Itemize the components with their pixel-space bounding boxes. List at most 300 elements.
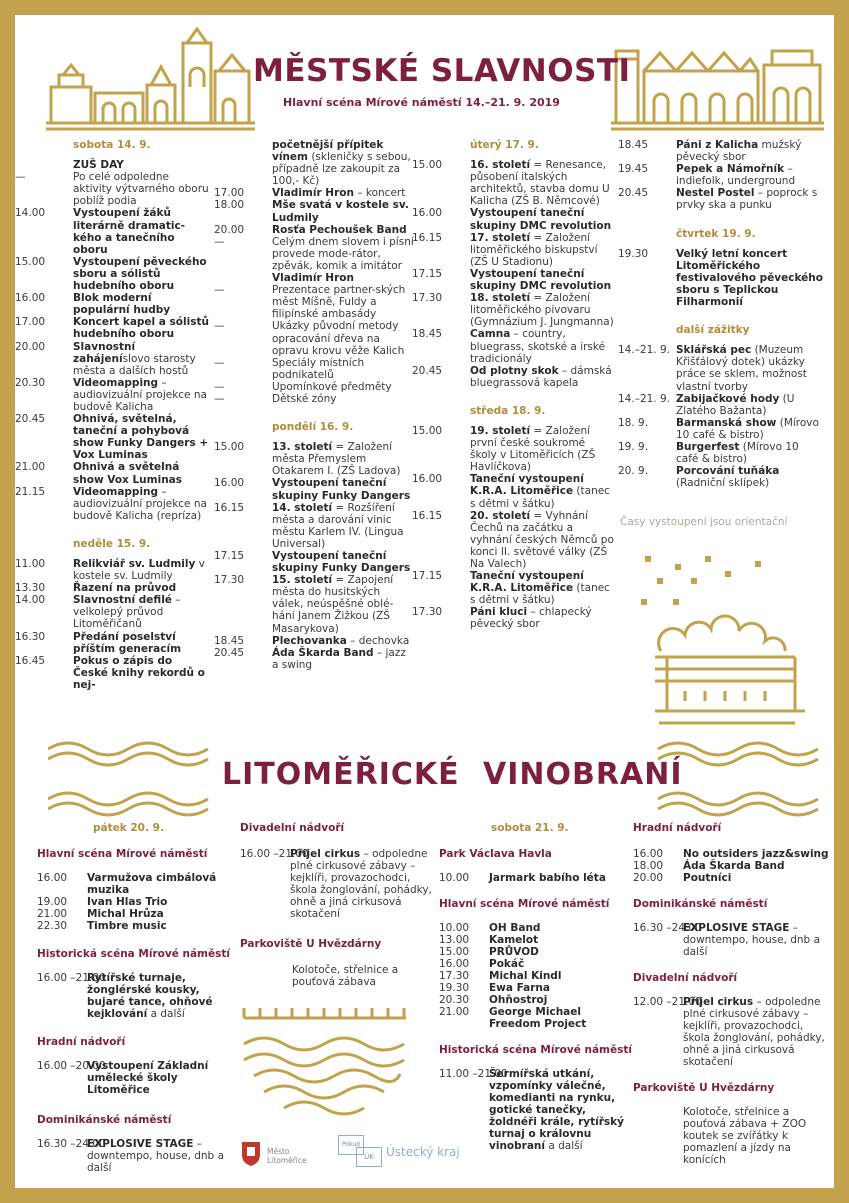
event-description xyxy=(676,393,824,417)
event-name: Vystoupení pěveckého sboru a sólistů hudebního oboru xyxy=(73,255,207,293)
page-title: MĚSTSKÉ SLAVNOSTI xyxy=(253,53,631,89)
event-name: Poutníci xyxy=(683,872,732,884)
time: 16.00 xyxy=(633,848,664,860)
mesto-logo: Město Litoměřice xyxy=(241,1141,341,1171)
event-name: ZUŠ DAY xyxy=(73,159,124,172)
schedule-row xyxy=(15,631,209,655)
time: 17.15 xyxy=(412,267,443,280)
schedule-row xyxy=(214,550,414,574)
schedule-row xyxy=(37,872,235,896)
time: 14.00 xyxy=(15,207,46,220)
schedule-row xyxy=(618,163,824,187)
event-description xyxy=(73,292,209,316)
time: — xyxy=(214,392,225,405)
event-name: 14. století xyxy=(272,501,333,514)
schedule-column-2 xyxy=(214,139,414,671)
event-description xyxy=(470,268,615,292)
event-detail: Celým dnem slovem i písní provede mode-rátor, zpěvák, komik a imitátor xyxy=(272,235,414,272)
time: 20.00 xyxy=(15,340,46,353)
time: 16.15 xyxy=(412,509,443,522)
time: 20.30 xyxy=(439,994,470,1006)
event-name: 13. století xyxy=(272,441,333,454)
time: 16.00 xyxy=(214,477,245,490)
castle-right-illustration xyxy=(608,31,828,135)
event-description xyxy=(683,996,829,1068)
event-description xyxy=(489,970,635,982)
time: 14.–21. 9. xyxy=(618,392,671,405)
event-description xyxy=(73,171,209,207)
schedule-row xyxy=(240,848,440,920)
event-detail: slovo starosty města a dalších hostů xyxy=(73,352,196,377)
event-detail: Dětské zóny xyxy=(272,392,337,405)
time: 15.00 xyxy=(214,441,245,454)
time xyxy=(214,139,272,187)
time: 20.30 xyxy=(15,376,46,389)
event-name: Áda Škarda Band xyxy=(683,860,785,872)
schedule-row xyxy=(618,465,824,489)
event-name: Velký letní koncert Litoměřického festivalového pěveckého sboru s Teplickou Filharmonií xyxy=(676,247,823,309)
timing-note: Časy vystoupení jsou orientační xyxy=(620,516,788,528)
time: 19. 9. xyxy=(618,440,649,453)
time: — xyxy=(214,380,225,393)
event-name: Vystoupení Základní umělecké školy Litoměřice xyxy=(87,1060,209,1096)
event-description xyxy=(470,328,615,364)
time: 21.15 xyxy=(15,485,46,498)
spacer xyxy=(15,522,209,538)
time: 16.00 –21.00 xyxy=(37,972,106,984)
event-description xyxy=(272,381,414,393)
schedule-row xyxy=(15,655,209,691)
event-name: Pepek a Námořník xyxy=(676,163,785,176)
time: 17.30 xyxy=(214,574,245,587)
event-name: Ohňostroj xyxy=(489,994,548,1006)
section-heading: Divadelní nádvoří xyxy=(240,822,345,834)
schedule-row xyxy=(439,1068,635,1152)
event-description xyxy=(470,232,615,268)
time: 18.00 xyxy=(633,860,664,872)
event-detail: (tanec s dětmi v šátku) xyxy=(470,582,610,607)
event-detail: mužský pěvecký sbor xyxy=(676,139,802,164)
time: 15.00 xyxy=(412,159,443,172)
schedule-row xyxy=(412,232,615,268)
day-heading: neděle 15. 9. xyxy=(73,537,151,550)
event-name: OH Band xyxy=(489,922,541,934)
event-description xyxy=(272,357,414,381)
event-description xyxy=(73,582,209,594)
event-name: 18. století xyxy=(470,292,531,305)
event-detail: – koncert xyxy=(353,187,406,200)
event-description xyxy=(272,477,414,501)
time: 20.45 xyxy=(618,187,649,200)
event-description xyxy=(470,510,615,570)
event-name: EXPLOSIVE STAGE xyxy=(683,922,790,934)
event-name: Kamelot xyxy=(489,934,539,946)
event-name: Timbre music xyxy=(87,920,167,932)
schedule-row xyxy=(15,582,209,594)
time xyxy=(214,272,272,284)
schedule-row xyxy=(412,268,615,292)
time: 16.45 xyxy=(15,654,46,667)
schedule-row xyxy=(214,224,414,236)
event-description xyxy=(73,413,209,461)
event-description xyxy=(73,341,209,377)
park-text: Kolotoče, střelnice a pouťová zábava + ZOO koutek se zvířátky k pomazlení a jízdy na konících xyxy=(683,1106,807,1166)
event-name: Mše svatá v kostele sv. Ludmily xyxy=(272,199,409,224)
event-name: Camna xyxy=(470,328,511,341)
vinobrani-column-4 xyxy=(633,822,829,1166)
schedule-row xyxy=(214,272,414,284)
event-detail: v kostele sv. Ludmily xyxy=(73,558,205,583)
event-description xyxy=(470,365,615,389)
event-description xyxy=(272,236,414,272)
event-description xyxy=(272,635,414,647)
time: 15.00 xyxy=(15,255,46,268)
time: 17.15 xyxy=(412,570,443,583)
event-detail: – indiefolk, underground xyxy=(676,163,796,188)
event-name: Porcování tuňáka xyxy=(676,465,780,478)
event-name: George Michael Freedom Project xyxy=(489,1006,587,1030)
schedule-column-1 xyxy=(15,139,209,691)
event-name: 16. století xyxy=(470,159,531,172)
event-description xyxy=(272,441,414,477)
event-detail: (Mírovo 10 café & bistro) xyxy=(676,416,819,441)
event-name: Michal Kindl xyxy=(489,970,562,982)
event-description xyxy=(87,1060,235,1096)
schedule-row xyxy=(37,972,235,1020)
time: 16.00 –21.00 xyxy=(240,848,309,860)
event-name: Páni z Kalicha xyxy=(676,139,759,151)
schedule-row xyxy=(15,341,209,377)
schedule-row xyxy=(618,441,824,465)
event-name: Blok moderní populární hudby xyxy=(73,292,171,317)
schedule-row xyxy=(412,473,615,509)
event-name: Videomapping xyxy=(73,485,159,498)
event-name: 20. století xyxy=(470,509,531,522)
event-name: Přijel cirkus xyxy=(290,848,361,860)
schedule-row xyxy=(412,606,615,630)
schedule-row xyxy=(618,139,824,163)
schedule-row xyxy=(439,922,635,934)
schedule-row xyxy=(618,187,824,211)
event-description xyxy=(676,248,824,308)
event-name: Rytířské turnaje, žonglérské kousky, bujaré tance, ohňové kejklování xyxy=(87,972,213,1020)
schedule-row xyxy=(214,199,414,223)
event-description xyxy=(676,139,824,163)
event-name: 15. století xyxy=(272,574,333,587)
schedule-row xyxy=(15,159,209,171)
schedule-row xyxy=(633,996,829,1068)
time: 19.00 xyxy=(37,896,68,908)
schedule-row xyxy=(214,441,414,477)
schedule-row xyxy=(439,934,635,946)
section-heading: Divadelní nádvoří xyxy=(633,972,738,984)
schedule-row xyxy=(214,320,414,356)
event-description xyxy=(676,465,824,489)
day-heading: pátek 20. 9. xyxy=(93,822,164,834)
event-detail: – audiovizuální projekce na budově Kalicha (repríza) xyxy=(73,485,207,522)
event-description xyxy=(73,486,209,522)
schedule-column-3 xyxy=(412,139,615,631)
spacer xyxy=(618,212,824,228)
schedule-row xyxy=(37,1138,235,1174)
event-name: Ewa Farna xyxy=(489,982,550,994)
section-heading: Hlavní scéna Mírové náměstí xyxy=(439,898,610,910)
event-description xyxy=(73,316,209,340)
event-name: Od plotny skok xyxy=(470,364,559,377)
time: — xyxy=(15,171,26,184)
schedule-row xyxy=(439,970,635,982)
event-description xyxy=(489,982,635,994)
event-description xyxy=(272,272,414,284)
event-name: Páni kluci xyxy=(470,606,528,619)
event-description xyxy=(683,872,829,884)
event-detail: – poprock s prvky ska a punku xyxy=(676,187,818,212)
schedule-row xyxy=(618,248,824,308)
time: 16.30 –24.00 xyxy=(37,1138,106,1150)
time: 18.45 xyxy=(618,139,649,151)
schedule-row xyxy=(15,377,209,413)
event-description xyxy=(272,574,414,634)
schedule-row xyxy=(618,344,824,392)
spacer xyxy=(412,389,615,405)
poster xyxy=(15,15,834,1188)
section-heading: Parkoviště U Hvězdárny xyxy=(240,938,382,950)
schedule-row xyxy=(15,207,209,255)
event-description xyxy=(73,655,209,691)
time: 15.00 xyxy=(412,424,443,437)
event-description xyxy=(470,425,615,473)
day-heading: čtvrtek 19. 9. xyxy=(676,227,756,240)
time: 17.30 xyxy=(412,292,443,305)
event-description xyxy=(73,159,209,171)
event-name: Vystoupení taneční skupiny Funky Dangers xyxy=(272,477,411,502)
event-detail: Ukázky původní metody opracování dřeva na opravu krovu věže Kalich xyxy=(272,320,405,357)
schedule-row xyxy=(37,1060,235,1096)
event-name: 17. století xyxy=(470,231,531,244)
event-detail: (Mírovo 10 café & bistro) xyxy=(676,440,799,466)
time: 13.30 xyxy=(15,582,46,595)
park-text: Kolotoče, střelnice a pouťová zábava xyxy=(292,964,399,988)
time: 10.00 xyxy=(439,872,470,884)
time: 19.45 xyxy=(618,163,649,176)
time: 19.30 xyxy=(439,982,470,994)
event-description xyxy=(470,207,615,231)
section-heading: Park Václava Havla xyxy=(439,848,552,860)
schedule-row xyxy=(214,381,414,393)
schedule-row xyxy=(439,946,635,958)
event-detail: = Založení litoměřického biskupství (ZŠ U Stadionu) xyxy=(470,231,598,268)
event-description xyxy=(272,187,414,199)
time: 19.30 xyxy=(618,247,649,260)
event-name: Nestel Postel xyxy=(676,187,755,200)
event-name: Šermířská utkání, vzpomínky válečné, komedianti na rynku, gotické tanečky, žoldnéři krále, rytířský turnaj o královnu vinobraní xyxy=(489,1068,624,1152)
time: 16.00 xyxy=(15,292,46,305)
schedule-row xyxy=(412,159,615,207)
time: 16.00 xyxy=(37,872,68,884)
time: 16.30 xyxy=(15,630,46,643)
schedule-row xyxy=(412,328,615,364)
time: 18.00 xyxy=(214,199,245,212)
event-name: PRŮVOD xyxy=(489,946,539,958)
time: 20.00 xyxy=(633,872,664,884)
schedule-row xyxy=(412,510,615,570)
section-heading: Historická scéna Mírové náměstí xyxy=(439,1044,632,1056)
schedule-row xyxy=(214,574,414,634)
event-description xyxy=(470,606,615,630)
event-description xyxy=(489,1006,635,1030)
event-name: Slavnostní defilé xyxy=(73,594,172,607)
time: — xyxy=(214,320,225,333)
event-name: Jarmark babího léta xyxy=(489,872,606,884)
time: 18.45 xyxy=(214,634,245,647)
event-name: Předání poselství příštím generacím xyxy=(73,630,182,655)
time: 16.15 xyxy=(412,231,443,244)
event-detail: (skleničky s sebou, případně lze zakoupit za 100,- Kč) xyxy=(272,151,411,188)
event-description xyxy=(489,872,635,884)
schedule-row xyxy=(15,558,209,582)
event-name: Vystoupení taneční skupiny DMC revolution xyxy=(470,267,612,293)
event-detail: (Muzeum Křišťálový dotek) ukázky práce se sklem, možnost vlastní tvorby xyxy=(676,344,807,393)
event-name: Přijel cirkus xyxy=(683,996,754,1008)
event-description xyxy=(272,199,414,223)
event-detail: = Založení litoměřického pivovaru (Gymnázium J. Jungmanna) xyxy=(470,292,614,329)
section-heading: Hlavní scéna Mírové náměstí xyxy=(37,848,208,860)
winery-illustration xyxy=(635,551,805,726)
event-detail: a další xyxy=(147,1008,185,1020)
schedule-row xyxy=(214,502,414,550)
event-name: Slavnostní zahájení xyxy=(73,340,136,365)
event-detail: = Vyhnání Čechů na začátku a vyhnání českých Němců po konci II. světové války (ZŠ Na Valech) xyxy=(470,509,614,570)
vinobrani-title: LITOMĚŘICKÉ VINOBRANÍ xyxy=(222,757,683,792)
event-name: Vladimír Hron xyxy=(272,187,354,200)
event-description xyxy=(87,896,235,908)
event-name: Barmanská show xyxy=(676,416,777,429)
spacer xyxy=(214,405,414,421)
event-description xyxy=(272,284,414,320)
schedule-row xyxy=(15,594,209,630)
event-name: Zabijačkové hody xyxy=(676,392,780,405)
schedule-row xyxy=(412,425,615,473)
event-name: Áda Škarda Band xyxy=(272,646,374,659)
section-heading: Historická scéna Mírové náměstí xyxy=(37,948,230,960)
event-name: Rosťa Pechoušek Band xyxy=(272,223,407,236)
event-name: Ohnivá, světelná, taneční a pohybová show Funky Dangers + Vox Luminas xyxy=(73,413,209,462)
event-detail: – velkolepý průvod Litoměřičanů xyxy=(73,594,181,631)
schedule-row xyxy=(15,413,209,461)
schedule-row xyxy=(214,647,414,671)
time: 20.00 xyxy=(214,223,245,236)
time xyxy=(15,159,73,171)
schedule-row xyxy=(412,207,615,231)
event-description xyxy=(676,441,824,465)
event-description xyxy=(73,594,209,630)
day-heading: středa 18. 9. xyxy=(470,404,546,417)
time: 21.00 xyxy=(37,908,68,920)
schedule-row xyxy=(15,171,209,207)
event-description xyxy=(87,1138,235,1174)
time: — xyxy=(214,284,225,297)
event-description xyxy=(683,848,829,860)
event-description xyxy=(73,207,209,255)
schedule-row xyxy=(633,848,829,860)
time: 20.45 xyxy=(412,364,443,377)
time: 13.00 xyxy=(439,934,470,946)
time: 21.00 xyxy=(15,461,46,474)
time: — xyxy=(214,235,225,248)
time: 17.30 xyxy=(412,606,443,619)
event-name: Sklářská pec xyxy=(676,344,752,357)
time: 17.30 xyxy=(439,970,470,982)
section-heading: Dominikánské náměstí xyxy=(37,1114,172,1126)
event-description xyxy=(470,473,615,509)
schedule-row xyxy=(412,570,615,606)
page-subtitle: Hlavní scéna Mírové náměstí 14.–21. 9. 2019 xyxy=(283,96,560,109)
schedule-row xyxy=(412,292,615,328)
event-description xyxy=(470,292,615,328)
event-description xyxy=(489,922,635,934)
time: 20. 9. xyxy=(618,465,649,478)
schedule-row xyxy=(633,860,829,872)
event-detail: Po celé odpoledne aktivity výtvarného oboru poblíž podia xyxy=(73,171,209,208)
kraj-logo: Pokud ÚK Ústecký kraj xyxy=(338,1135,448,1171)
vinobrani-column-1 xyxy=(37,822,235,1174)
day-heading: pondělí 16. 9. xyxy=(272,421,354,434)
schedule-row xyxy=(439,994,635,1006)
time: 18.45 xyxy=(412,328,443,341)
event-detail: Speciály místních podnikatelů xyxy=(272,356,365,381)
time: 11.00 xyxy=(15,558,46,570)
event-description xyxy=(272,647,414,671)
event-name: Vystoupení taneční skupiny DMC revolution xyxy=(470,207,612,232)
event-name: 19. století xyxy=(470,424,531,437)
event-description xyxy=(489,1068,635,1152)
schedule-row xyxy=(412,365,615,389)
event-name: Řazení na průvod xyxy=(73,582,177,595)
time: 15.00 xyxy=(439,946,470,958)
event-detail: = Založení první české soukromé školy v Litoměřicích (ZŠ Havlíčkova) xyxy=(470,424,596,474)
schedule-row xyxy=(214,187,414,199)
event-name: Burgerfest xyxy=(676,440,740,453)
event-detail: (U Zlatého Bažanta) xyxy=(676,392,795,417)
event-detail: – dechovka xyxy=(346,634,410,647)
section-heading: Dominikánské náměstí xyxy=(633,898,768,910)
event-name: Vystoupení žáků literárně dramatic-kého a tanečního oboru xyxy=(73,207,186,256)
schedule-row xyxy=(37,908,235,920)
schedule-row xyxy=(15,256,209,292)
coat-of-arms-icon xyxy=(241,1141,261,1167)
schedule-column-4 xyxy=(618,139,824,489)
event-description xyxy=(470,570,615,606)
event-description xyxy=(683,860,829,872)
schedule-row xyxy=(37,920,235,932)
schedule-row xyxy=(15,316,209,340)
wine-waves-illustration xyxy=(240,1004,410,1124)
time: 17.00 xyxy=(15,316,46,329)
event-name: Vladimír Hron xyxy=(272,272,354,285)
event-detail: – downtempo, house, dnb a další xyxy=(87,1138,224,1174)
time: 22.30 xyxy=(37,920,68,932)
event-description xyxy=(272,139,414,187)
event-description xyxy=(73,461,209,485)
event-description xyxy=(489,958,635,970)
event-detail: = Renesance, působení italských architektů, stavba domu U Kalicha (ZŠ B. Němcové) xyxy=(470,159,610,208)
schedule-row xyxy=(214,357,414,381)
day-heading: úterý 17. 9. xyxy=(470,139,539,151)
schedule-row xyxy=(618,393,824,417)
event-description xyxy=(290,848,440,920)
event-description xyxy=(676,417,824,441)
event-detail: (tanec s dětmi v šátku) xyxy=(470,485,610,510)
